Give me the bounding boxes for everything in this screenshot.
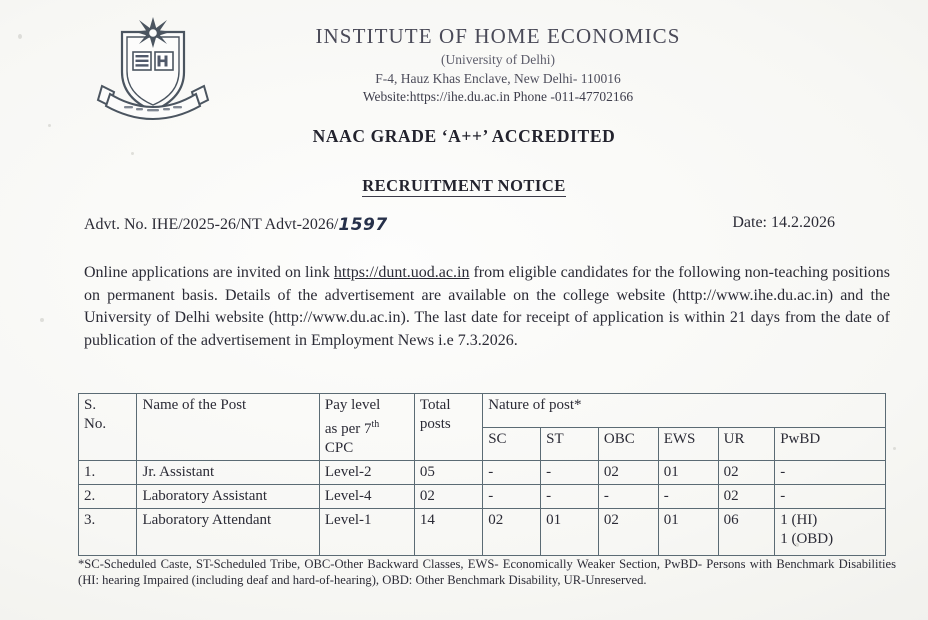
cell-st: -: [541, 461, 599, 485]
advt-number-prefix: Advt. No. IHE/2025-26/NT Advt-2026/: [84, 216, 339, 233]
col-header-serial-number: [79, 394, 137, 461]
pwbd-value-hi: 1 (HI): [780, 512, 818, 528]
pay-header-line1: Pay level: [324, 397, 381, 413]
cell-total-posts: 02: [414, 485, 482, 509]
document-header: [0, 10, 928, 122]
cell-pay-level: Level-2: [319, 461, 414, 485]
serial-header-line1: S.: [84, 397, 97, 413]
table-footnote: *SC-Scheduled Caste, ST-Scheduled Tribe, OBC-Other Backward Classes, EWS- Economically Weaker Section, PwBD- Persons with Benchmark Disabilities (HI: hearing Impaired (including deaf and hard-of-hearing), OBD: Other Benchmark Disability, UR-Unreserved.: [78, 557, 896, 587]
organization-contact: Website:https://ihe.du.ac.in Phone -011-47702166: [362, 89, 634, 104]
document-title-wrap: [0, 176, 928, 196]
application-portal-link[interactable]: https://dunt.uod.ac.in: [333, 264, 470, 281]
cell-ews: 01: [658, 461, 718, 485]
pay-header-line2: as per 7: [324, 421, 372, 437]
cell-obc: 02: [598, 461, 658, 485]
scan-speck: [131, 152, 134, 155]
institute-emblem-icon: [88, 14, 218, 126]
total-header-line2: posts: [419, 416, 451, 432]
scan-speck: [40, 318, 44, 322]
table-row: [79, 461, 886, 485]
col-header-post-name: Name of the Post: [137, 394, 319, 461]
cell-st: -: [541, 485, 599, 509]
cell-st: 01: [541, 509, 599, 556]
table-header-row-1: [79, 394, 886, 428]
cell-serial: 1.: [79, 461, 137, 485]
paragraph-text-after-link: from eligible candidates for the following non-teaching positions on permanent basis. Details of the advertisement are available on the college website (http://www.ihe.du.ac.in) and the University of Delhi website (http://www.du.ac.in). The last date for receipt of application is within 21 days from the date of publication of the advertisement in Employment News i.e 7.3.2026.: [84, 264, 891, 349]
col-header-total-posts: [414, 394, 482, 461]
col-header-ews: EWS: [658, 427, 718, 461]
cell-post-name: Jr. Assistant: [137, 461, 319, 485]
posts-table-body: [79, 461, 886, 556]
col-header-sc: SC: [483, 427, 541, 461]
table-row: [79, 509, 886, 556]
advt-number-handwritten: 1597: [338, 215, 388, 235]
serial-header-line2: No.: [84, 416, 107, 432]
col-header-pwbd: PwBD: [775, 427, 886, 461]
cell-post-name: Laboratory Assistant: [137, 485, 319, 509]
organization-block: [238, 24, 758, 105]
organization-affiliation: (University of Delhi): [441, 52, 555, 67]
paragraph-text-before-link: Online applications are invited on link: [84, 264, 334, 281]
col-header-ur: UR: [718, 427, 775, 461]
page-title: RECRUITMENT NOTICE: [362, 176, 566, 195]
cell-serial: 2.: [79, 485, 137, 509]
cell-pay-level: Level-1: [319, 509, 414, 556]
pwbd-value-obd: 1 (OBD): [780, 531, 834, 547]
col-header-nature-of-post: Nature of post*: [483, 394, 886, 428]
pay-header-line3: CPC: [324, 440, 354, 456]
cell-pwbd: -: [775, 485, 886, 509]
col-header-obc: OBC: [598, 427, 658, 461]
cell-obc: 02: [598, 509, 658, 556]
cell-ur: 02: [718, 461, 775, 485]
cell-total-posts: 05: [414, 461, 482, 485]
posts-table-wrap: [78, 393, 886, 556]
posts-table: [78, 393, 886, 556]
organization-name: INSTITUTE OF HOME ECONOMICS: [315, 24, 681, 48]
posts-table-head: [79, 394, 886, 461]
cell-ur: 06: [718, 509, 775, 556]
pay-header-superscript: th: [371, 419, 380, 430]
cell-ur: 02: [718, 485, 775, 509]
scan-speck: [893, 447, 896, 450]
cell-sc: -: [483, 461, 541, 485]
col-header-st: ST: [541, 427, 599, 461]
cell-sc: -: [483, 485, 541, 509]
cell-pay-level: Level-4: [319, 485, 414, 509]
accreditation-line: NAAC GRADE ‘A++’ ACCREDITED: [312, 126, 616, 146]
cell-obc: -: [598, 485, 658, 509]
advertisement-number: [84, 214, 388, 234]
cell-sc: 02: [483, 509, 541, 556]
cell-post-name: Laboratory Attendant: [137, 509, 319, 556]
notice-body-paragraph: [84, 262, 890, 352]
cell-total-posts: 14: [414, 509, 482, 556]
notice-date: Date: 14.2.2026: [732, 214, 835, 231]
cell-pwbd: -: [775, 461, 886, 485]
cell-ews: 01: [658, 509, 718, 556]
cell-serial: 3.: [79, 509, 137, 556]
table-row: [79, 485, 886, 509]
total-header-line1: Total: [419, 397, 451, 413]
cell-pwbd: [775, 509, 886, 556]
cell-ews: -: [658, 485, 718, 509]
organization-address: F-4, Hauz Khas Enclave, New Delhi- 110016: [375, 71, 621, 86]
col-header-pay-level: [319, 394, 414, 461]
